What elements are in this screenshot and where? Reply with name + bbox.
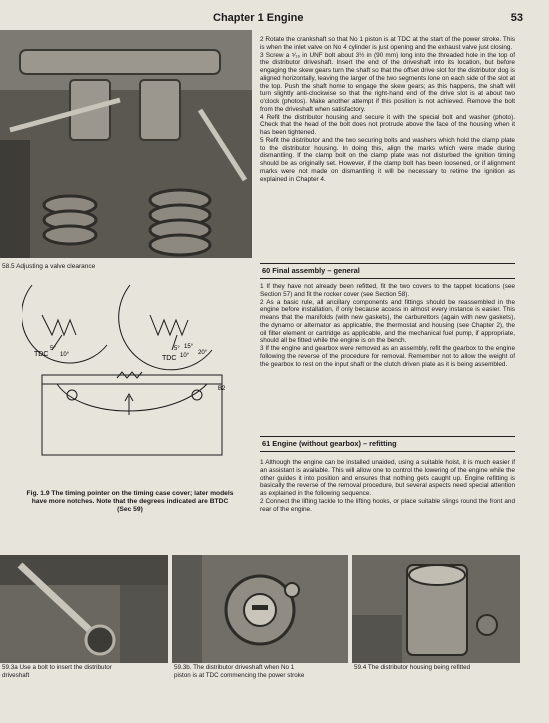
- valve-clearance-photo: [0, 30, 252, 258]
- section-60-heading: 60 Final assembly – general: [260, 263, 515, 279]
- figure-caption: [6, 490, 254, 515]
- bottom-caption-right: [354, 664, 470, 672]
- paragraph: 1 If they have not already been refitted, fit the two covers to the tappet locations (see Section 57) and fit the rocker cover (see Section 58).: [260, 283, 515, 298]
- label-15-right: 15°: [184, 344, 194, 350]
- paragraph: 3 If the engine and gearbox were removed as an assembly, refit the gearbox to the engine following the reverse of the procedure for removal. Remember not to allow the weight of the gearbox to rest on the input shaft or the clutch driven plate as it is being assembled.: [260, 345, 515, 368]
- timing-pointer-diagram: [22, 280, 232, 460]
- label-5-left: 5°: [50, 346, 56, 352]
- paragraph: 2 As a basic rule, all ancillary components and fittings should be reassembled in the engine before installation, if only because access in almost every instance is easier. This means that the manifolds (with new gaskets), the carburettors (again with new gaskets), the dynamo or alternator as applicable, the thermostat and housing (see Chapter 2), the oil filter element or cartridge as applicable, and the mechanical fuel pump, if appropriate, should all be fitted while the engine is on the bench.: [260, 298, 515, 345]
- figure-caption-line: (Sec 59): [117, 506, 143, 514]
- figure-caption-line: have more notches. Note that the degrees indicated are BTDC: [31, 498, 229, 506]
- paragraph: 2 Connect the lifting tackle to the lifting hooks, or place suitable slings round the front and rear of the engine.: [260, 497, 515, 513]
- label-b2: B2: [218, 386, 226, 392]
- valve-photo-caption: 58.5 Adjusting a valve clearance: [2, 263, 96, 270]
- driveshaft-bolt-photo: [0, 555, 168, 663]
- label-10-left: 10°: [60, 352, 70, 358]
- caption-line: 59.4 The distributor housing being refitted: [354, 664, 471, 671]
- section-60-text: [260, 283, 515, 368]
- bottom-caption-middle: [174, 664, 304, 680]
- bottom-caption-left: [2, 664, 112, 680]
- paragraph: 5 Refit the distributor and the two securing bolts and washers which hold the clamp plate to the distributor housing. In doing this, align the marks which were made during dismantling. If the clamp bolt on the clamp plate was not disturbed the ignition timing should be as originally set. However, if the clamp bolt has been loosened, or if alignment marks were not made on dismantling it will be necessary to retime the ignition as explained in Chapter 4.: [260, 136, 515, 183]
- driveshaft-tdc-photo: [172, 555, 348, 663]
- caption-line: piston is at TDC commencing the power stroke: [174, 672, 305, 679]
- caption-line: 59.3a Use a bolt to insert the distributor: [2, 664, 112, 671]
- page-header: [0, 10, 549, 28]
- section-59-text: [260, 36, 515, 183]
- figure-caption-line: Fig. 1.9 The timing pointer on the timing case cover; later models: [26, 490, 234, 497]
- paragraph: 4 Refit the distributor housing and secure it with the special bolt and washer (photo). Check that the head of the bolt does not protrude above the face of the housing when it has been tightened.: [260, 113, 515, 136]
- section-61-heading: 61 Engine (without gearbox) – refitting: [260, 436, 515, 452]
- label-10-right: 10°: [180, 353, 190, 359]
- paragraph: 1 Although the engine can be installed unaided, using a suitable hoist, it is much easier if an assistant is available. This will allow one to control the lowering of the engine while the other guides it into position and ensures that nothing gets caught up. Engine refitting is basically the reverse of the removal procedure, but several aspects need special attention as explained in the following sequence.: [260, 459, 515, 497]
- label-20-right: 20°: [198, 350, 208, 356]
- chapter-title: Chapter 1 Engine: [213, 12, 304, 24]
- section-61-text: [260, 459, 515, 513]
- caption-line: 59.3b. The distributor driveshaft when No 1: [174, 664, 295, 671]
- page-number: 53: [510, 12, 523, 24]
- label-5-right: 5°: [174, 346, 180, 352]
- label-tdc-left: TDC: [34, 351, 49, 358]
- distributor-housing-photo: [352, 555, 520, 663]
- paragraph: 2 Rotate the crankshaft so that No 1 piston is at TDC at the start of the power stroke. This is when the inlet valve on No 4 cylinder is just opening and the exhaust valve just closing.: [260, 36, 515, 51]
- caption-line: driveshaft: [2, 672, 30, 679]
- paragraph: 3 Screw a ⁵⁄₁₆ in UNF bolt about 3½ in (90 mm) long into the threaded hole in the top of the distributor driveshaft. Insert the end of the driveshaft into its location, but before engaging the skew gears turn the shaft so that the offset drive slot for the distributor dog is aligned horizontally, leaving the larger of the two segments lone on each side of the slot at the top. Push the shaft home to engage the skew gears; as this happens, the shaft will turn slightly anti-clockwise so that the right-hand end of the drive slot is at about two o'clock (photos). Make another attempt if this position is not achieved. Remove the bolt from the driveshaft when satisfactory.: [260, 51, 515, 113]
- label-tdc-right: TDC: [162, 355, 177, 362]
